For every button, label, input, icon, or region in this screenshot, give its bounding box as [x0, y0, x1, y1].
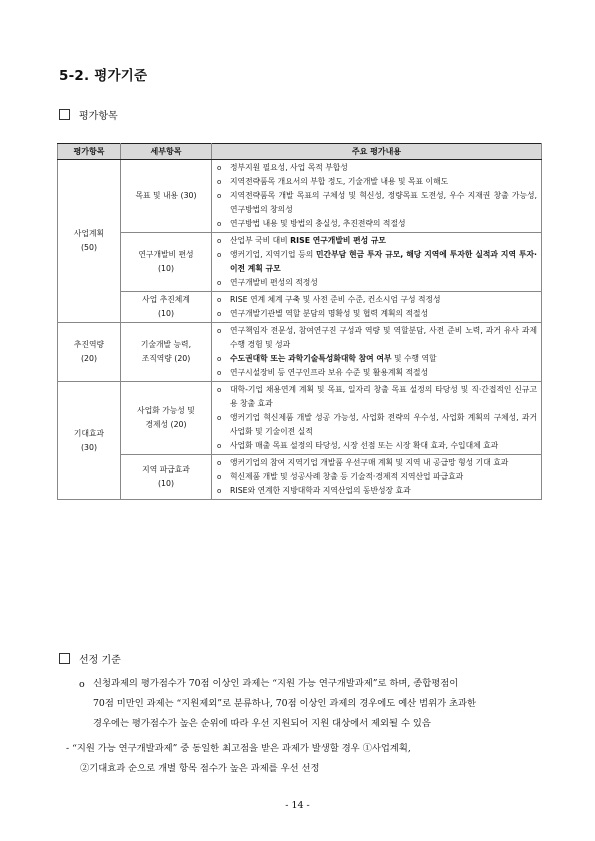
evaluation-item	[214, 189, 537, 217]
header-cell: 주요 평가내용	[212, 144, 542, 160]
table-row	[58, 382, 542, 455]
item-text: 앵커기업, 지역기업 등의	[230, 250, 317, 259]
tie-break-paragraph	[66, 739, 538, 779]
evaluation-list	[214, 324, 537, 380]
evaluation-item	[214, 276, 537, 290]
sub-item-score: (10)	[157, 309, 174, 318]
sub-item-name: 연구개발비 편성	[138, 250, 194, 259]
sub-item-cell	[121, 382, 212, 455]
evaluation-content-cell	[212, 323, 542, 382]
evaluation-item	[214, 324, 537, 352]
evaluation-list	[214, 161, 537, 231]
evaluation-item	[214, 383, 537, 411]
sub-item-name: 지역 파급효과	[142, 465, 190, 474]
emphasis-text: 민간부담 현금 투자 규모, 해당 지역에 투자한 실적과 지역 투자·이전 계획 규모	[230, 250, 537, 273]
item-text: 사업화 매출 목표 설정의 타당성, 시장 선점 또는 시장 확대 효과, 수입대체 효과	[230, 441, 499, 450]
evaluation-list	[214, 383, 537, 453]
table-row	[58, 160, 542, 233]
item-text: 및 수행 역할	[391, 354, 437, 363]
category-score: (50)	[80, 243, 97, 252]
table-row	[58, 323, 542, 382]
paragraph-line: ②기대효과 순으로 개별 항목 점수가 높은 과제를 우선 선정	[80, 763, 320, 774]
evaluation-list	[214, 234, 537, 290]
sub-item-name: 사업화 가능성 및	[137, 406, 195, 415]
evaluation-item	[214, 411, 537, 439]
evaluation-item	[214, 439, 537, 453]
evaluation-item	[214, 456, 537, 470]
category-cell	[58, 382, 121, 500]
sub-item-cell	[121, 233, 212, 292]
sub-item-cell	[121, 160, 212, 233]
header-cell: 세부항목	[121, 144, 212, 160]
table-row	[58, 292, 542, 323]
emphasis-text: RISE 연구개발비 편성 규모	[290, 236, 386, 245]
table-row	[58, 455, 542, 500]
selection-paragraph	[93, 674, 539, 734]
item-text: 연구방법 내용 및 방법의 충실성, 추진전략의 적절성	[230, 219, 406, 228]
item-text: 대학-기업 채용연계 계획 및 목표, 일자리 창출 목표 설정의 타당성 및 직·간접적인 신규고용 창출 효과	[230, 385, 537, 408]
evaluation-item	[214, 234, 537, 248]
evaluation-content-cell	[212, 455, 542, 500]
table-header-row	[58, 144, 542, 160]
sub-item-cell	[121, 455, 212, 500]
sub-item-name: 목표 및 내용 (30)	[135, 191, 197, 200]
evaluation-item	[214, 217, 537, 231]
square-bullet-icon	[59, 653, 70, 664]
circle-bullet: o	[79, 679, 85, 690]
section-label-text: 평가항목	[79, 111, 118, 122]
evaluation-item	[214, 352, 537, 366]
sub-item-score: 경제성 (20)	[145, 420, 187, 429]
sub-item-name: 기술개발 능력,	[140, 340, 192, 349]
item-text: 산업부 국비 대비	[230, 236, 291, 245]
item-text: 혁신제품 개발 및 성공사례 창출 등 기술적·경제적 지역산업 파급효과	[230, 472, 464, 481]
section-heading: 5-2. 평가기준	[59, 68, 148, 84]
section-label-eval-items	[59, 107, 118, 122]
category-cell	[58, 323, 121, 382]
evaluation-item	[214, 293, 537, 307]
category-label: 추진역량	[73, 340, 105, 349]
item-text: 지역전략품목 개요서의 부합 정도, 기술개발 내용 및 목표 이해도	[230, 177, 449, 186]
evaluation-item	[214, 470, 537, 484]
item-text: 연구시설장비 등 연구인프라 보유 수준 및 활용계획 적절성	[230, 368, 429, 377]
paragraph-line: 경우에는 평가점수가 높은 순위에 따라 우선 지원되어 지원 대상에서 제외될 수 있음	[93, 718, 431, 729]
category-cell	[58, 160, 121, 323]
evaluation-item	[214, 484, 537, 498]
evaluation-content-cell	[212, 160, 542, 233]
square-bullet-icon	[59, 109, 70, 120]
category-label: 사업계획	[73, 229, 105, 238]
evaluation-item	[214, 366, 537, 380]
emphasis-text: 수도권대학 또는 과학기술특성화대학 참여 여부	[230, 354, 392, 363]
item-text: 앵커기업 혁신제품 개발 성공 가능성, 사업화 전략의 우수성, 사업화 계획의 구체성, 과거 사업화 및 기술이전 실적	[230, 413, 537, 436]
header-cell: 평가항목	[58, 144, 121, 160]
sub-item-cell	[121, 292, 212, 323]
evaluation-table	[57, 143, 542, 500]
item-text: RISE와 연계한 지방대학과 지역산업의 동반성장 효과	[230, 486, 411, 495]
evaluation-item	[214, 307, 537, 321]
sub-item-cell	[121, 323, 212, 382]
section-label-selection	[59, 651, 121, 666]
item-text: 지역전략품목 개발 목표의 구체성 및 혁신성, 정량목표 도전성, 우수 지재권 창출 가능성, 연구방법의 창의성	[230, 191, 537, 214]
sub-item-name: 사업 추진체계	[142, 295, 190, 304]
evaluation-content-cell	[212, 292, 542, 323]
sub-item-score: (10)	[157, 264, 174, 273]
item-text: RISE 연계 체계 구축 및 사전 준비 수준, 컨소시엄 구성 적정성	[230, 295, 441, 304]
paragraph-line: 70점 미만인 과제는 “지원제외”로 분류하나, 70점 이상인 과제의 경우에도 예산 범위가 초과한	[93, 698, 476, 709]
paragraph-line: - “지원 가능 연구개발과제” 중 동일한 최고점을 받은 과제가 발생할 경우 ①사업계획,	[66, 743, 411, 754]
category-label: 기대효과	[73, 428, 105, 438]
item-text: 연구개발비 편성의 적정성	[230, 278, 318, 287]
item-text: 앵커기업의 참여 지역기업 개발품 우선구매 계획 및 지역 내 공급망 형성 기대 효과	[230, 458, 509, 467]
evaluation-item	[214, 175, 537, 189]
evaluation-item	[214, 161, 537, 175]
sub-item-score: 조직역량 (20)	[141, 354, 191, 363]
table-row	[58, 233, 542, 292]
category-score: (20)	[80, 354, 97, 363]
category-score: (30)	[80, 442, 97, 452]
evaluation-content-cell	[212, 382, 542, 455]
item-text: 연구책임자 전문성, 참여연구진 구성과 역량 및 역할분담, 사전 준비 노력, 과거 유사 과제 수행 경험 및 성과	[230, 326, 537, 349]
paragraph-line: 신청과제의 평가점수가 70점 이상인 과제는 “지원 가능 연구개발과제”로 하며, 종합평점이	[93, 678, 459, 689]
evaluation-list	[214, 293, 537, 321]
item-text: 연구개발기관별 역할 분담의 명확성 및 협력 계획의 적절성	[230, 309, 429, 318]
item-text: 정부지원 필요성, 사업 목적 부합성	[230, 163, 348, 172]
evaluation-item	[214, 248, 537, 276]
section-label-text: 선정 기준	[79, 655, 121, 666]
sub-item-score: (10)	[157, 479, 174, 488]
evaluation-list	[214, 456, 537, 498]
page-number: - 14 -	[285, 800, 310, 811]
evaluation-content-cell	[212, 233, 542, 292]
